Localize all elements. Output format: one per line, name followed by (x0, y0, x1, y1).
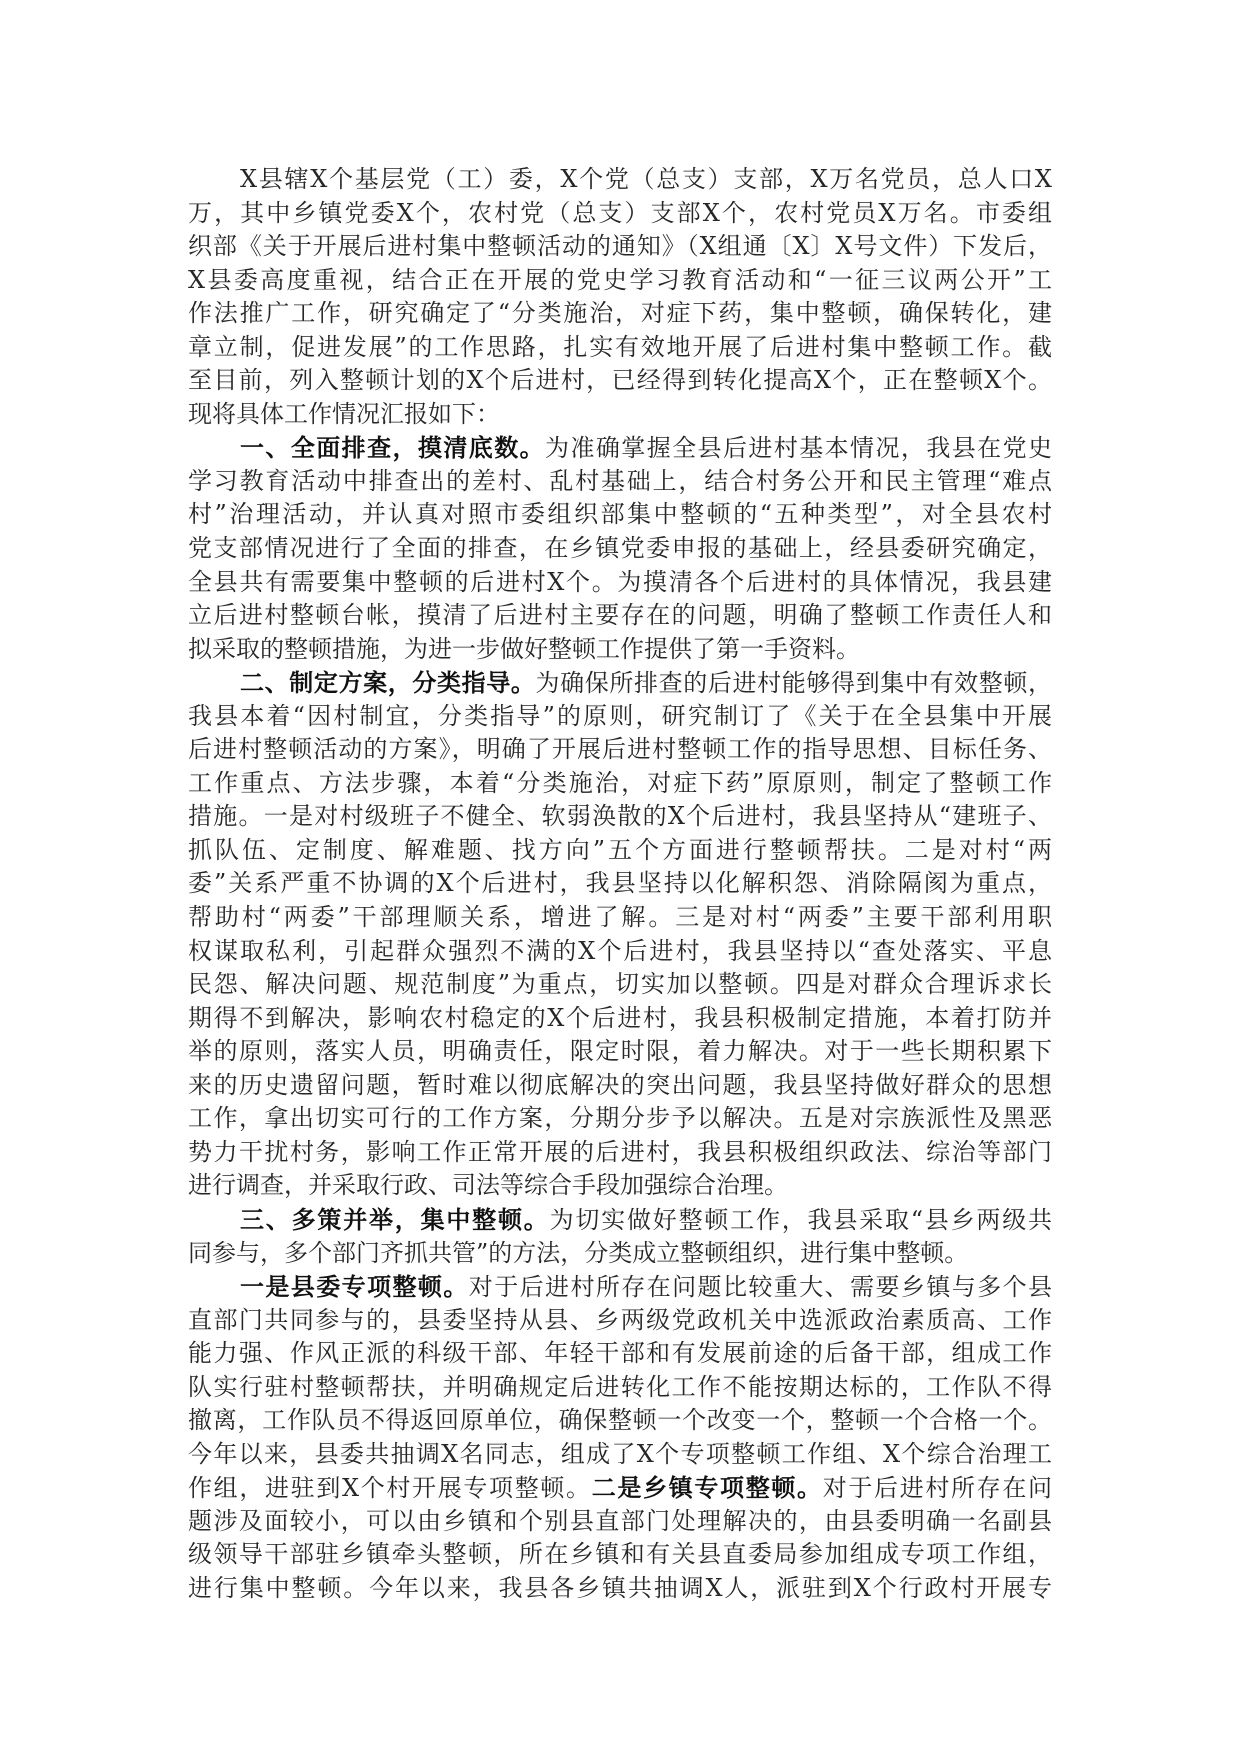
text-segment: 进行调查，并采取行政、司法等综合手段加强综合治理。 (188, 1171, 788, 1200)
paragraph-intro (188, 163, 1052, 431)
text-segment: 立后进村整顿台帐，摸清了后进村主要存在的问题，明确了整顿工作责任人和 (188, 601, 1052, 630)
text-segment: X县委高度重视，结合正在开展的党史学习教育活动和“一征三议两公开”工 (188, 265, 1052, 294)
text-line (188, 1471, 1052, 1505)
text-line (188, 599, 1052, 633)
text-line (188, 1069, 1052, 1103)
paragraph-section-2 (188, 666, 1052, 1203)
text-line (188, 1237, 1052, 1271)
text-line (188, 1102, 1052, 1136)
paragraph-section-3 (188, 1203, 1052, 1270)
text-segment: X县辖X个基层党（工）委，X个党（总支）支部，X万名党员，总人口X (240, 165, 1052, 193)
text-segment: 帮助村“两委”干部理顺关系，增进了解。三是对村“两委”主要干部利用职 (188, 903, 1052, 932)
text-line (188, 901, 1052, 935)
text-segment: 拟采取的整顿措施，为进一步做好整顿工作提供了第一手资料。 (188, 634, 860, 663)
text-segment: 对于后进村所存在问题比较重大、需要乡镇与多个县 (468, 1273, 1053, 1302)
paragraph-section-1 (188, 431, 1052, 666)
subsection-heading: 一是县委专项整顿。 (240, 1272, 469, 1302)
text-line (188, 733, 1052, 767)
text-line (188, 968, 1052, 1002)
text-line (188, 1337, 1052, 1371)
text-line (188, 633, 1052, 667)
subsection-heading: 二是乡镇专项整顿。 (591, 1473, 823, 1503)
text-line (188, 1505, 1052, 1539)
section-heading: 三、多策并举，集中整顿。 (240, 1204, 550, 1234)
text-line (188, 532, 1052, 566)
text-segment: 村”治理活动，并认真对照市委组织部集中整顿的“五种类型”，对全县农村 (188, 500, 1052, 529)
text-segment: 全县共有需要集中整顿的后进村X个。为摸清各个后进村的具体情况，我县建 (188, 567, 1052, 596)
text-line (188, 1538, 1052, 1572)
document-body (188, 163, 1052, 1606)
text-line (188, 1136, 1052, 1170)
text-segment: 为准确掌握全县后进村基本情况，我县在党史 (545, 434, 1052, 463)
text-line (188, 1404, 1052, 1438)
text-line (188, 1438, 1052, 1472)
text-line (188, 398, 1052, 432)
text-line (188, 297, 1052, 331)
text-segment: 能力强、作风正派的科级干部、年轻干部和有发展前途的后备干部，组成工作 (188, 1339, 1052, 1368)
text-segment: 权谋取私利，引起群众强烈不满的X个后进村，我县坚持以“查处落实、平息 (188, 936, 1052, 965)
text-segment: 为确保所排查的后进村能够得到集中有效整顿， (535, 669, 1052, 698)
text-line (188, 834, 1052, 868)
text-segment: 作法推广工作，研究确定了“分类施治，对症下药，集中整顿，确保转化，建 (188, 299, 1052, 328)
text-segment: 章立制，促进发展”的工作思路，扎实有效地开展了后进村集中整顿工作。截 (188, 332, 1052, 361)
text-line (188, 700, 1052, 734)
text-segment: 至目前，列入整顿计划的X个后进村，已经得到转化提高X个，正在整顿X个。 (188, 366, 1052, 395)
text-segment: 措施。一是对村级班子不健全、软弱涣散的X个后进村，我县坚持从“建班子、 (188, 802, 1052, 831)
paragraph-subsection-county (188, 1270, 1052, 1605)
text-line (188, 230, 1052, 264)
text-segment: 民怨、解决问题、规范制度”为重点，切实加以整顿。四是对群众合理诉求长 (188, 970, 1052, 999)
text-segment: 来的历史遗留问题，暂时难以彻底解决的突出问题，我县坚持做好群众的思想 (188, 1070, 1052, 1099)
text-segment: 抓队伍、定制度、解难题、找方向”五个方面进行整顿帮扶。二是对村“两 (188, 835, 1052, 864)
text-segment: 工作重点、方法步骤，本着“分类施治，对症下药”原原则，制定了整顿工作 (188, 768, 1052, 797)
text-segment: 今年以来，县委共抽调X名同志，组成了X个专项整顿工作组、X个综合治理工 (188, 1439, 1052, 1468)
text-segment: 期得不到解决，影响农村稳定的X个后进村，我县积极制定措施，本着打防并 (188, 1003, 1052, 1032)
text-segment: 学习教育活动中排查出的差村、乱村基础上，结合村务公开和民主管理“难点 (188, 466, 1052, 495)
text-segment: 举的原则，落实人员，明确责任，限定时限，着力解决。对于一些长期积累下 (188, 1037, 1052, 1066)
text-line (188, 1304, 1052, 1338)
text-line (188, 1270, 1052, 1304)
text-segment: 我县本着“因村制宜，分类指导”的原则，研究制订了《关于在全县集中开展 (188, 701, 1052, 730)
text-segment: 对于后进村所存在问 (822, 1474, 1053, 1503)
text-segment: 势力干扰村务，影响工作正常开展的后进村，我县积极组织政法、综治等部门 (188, 1137, 1052, 1166)
text-line (188, 264, 1052, 298)
text-line (188, 1371, 1052, 1405)
text-segment: 进行集中整顿。今年以来，我县各乡镇共抽调X人，派驻到X个行政村开展专 (188, 1573, 1052, 1602)
section-heading: 二、制定方案，分类指导。 (240, 668, 536, 698)
text-segment: 直部门共同参与的，县委坚持从县、乡两级党政机关中选派政治素质高、工作 (188, 1305, 1052, 1334)
text-line (188, 1169, 1052, 1203)
text-segment: 作组，进驻到X个村开展专项整顿。 (188, 1474, 592, 1503)
text-line (188, 800, 1052, 834)
text-line (188, 364, 1052, 398)
text-line (188, 1035, 1052, 1069)
text-line (188, 197, 1052, 231)
text-line (188, 1572, 1052, 1606)
text-line (188, 935, 1052, 969)
text-segment: 万，其中乡镇党委X个，农村党（总支）支部X个，农村党员X万名。市委组 (188, 198, 1052, 227)
text-segment: 题涉及面较小，可以由乡镇和个别县直部门处理解决的，由县委明确一名副县 (188, 1506, 1052, 1535)
text-line (188, 566, 1052, 600)
text-line (188, 767, 1052, 801)
text-segment: 工作，拿出切实可行的工作方案，分期分步予以解决。五是对宗族派性及黑恶 (188, 1104, 1052, 1133)
text-segment: 后进村整顿活动的方案》，明确了开展后进村整顿工作的指导思想、目标任务、 (188, 735, 1052, 764)
text-segment: 撤离，工作队员不得返回原单位，确保整顿一个改变一个，整顿一个合格一个。 (188, 1406, 1052, 1435)
text-segment: 队实行驻村整顿帮扶，并明确规定后进转化工作不能按期达标的，工作队不得 (188, 1372, 1052, 1401)
text-segment: 现将具体工作情况汇报如下： (188, 399, 500, 428)
text-segment: 党支部情况进行了全面的排查，在乡镇党委申报的基础上，经县委研究确定， (188, 534, 1052, 563)
text-line (188, 331, 1052, 365)
text-line (188, 498, 1052, 532)
text-line (188, 1002, 1052, 1036)
text-line (188, 431, 1052, 465)
text-segment: 级领导干部驻乡镇牵头整顿，所在乡镇和有关县直委局参加组成专项工作组， (188, 1540, 1052, 1569)
text-line (188, 1203, 1052, 1237)
text-segment: 织部《关于开展后进村集中整顿活动的通知》（X组通〔X〕X号文件）下发后， (188, 232, 1052, 261)
section-heading: 一、全面排查，摸清底数。 (240, 433, 546, 463)
text-line (188, 666, 1052, 700)
text-line (188, 867, 1052, 901)
text-segment: 委”关系严重不协调的X个后进村，我县坚持以化解积怨、消除隔阂为重点， (188, 869, 1052, 898)
text-line (188, 163, 1052, 197)
text-segment: 为切实做好整顿工作，我县采取“县乡两级共 (549, 1205, 1052, 1234)
text-line (188, 465, 1052, 499)
text-segment: 同参与，多个部门齐抓共管”的方法，分类成立整顿组织，进行集中整顿。 (188, 1238, 969, 1267)
